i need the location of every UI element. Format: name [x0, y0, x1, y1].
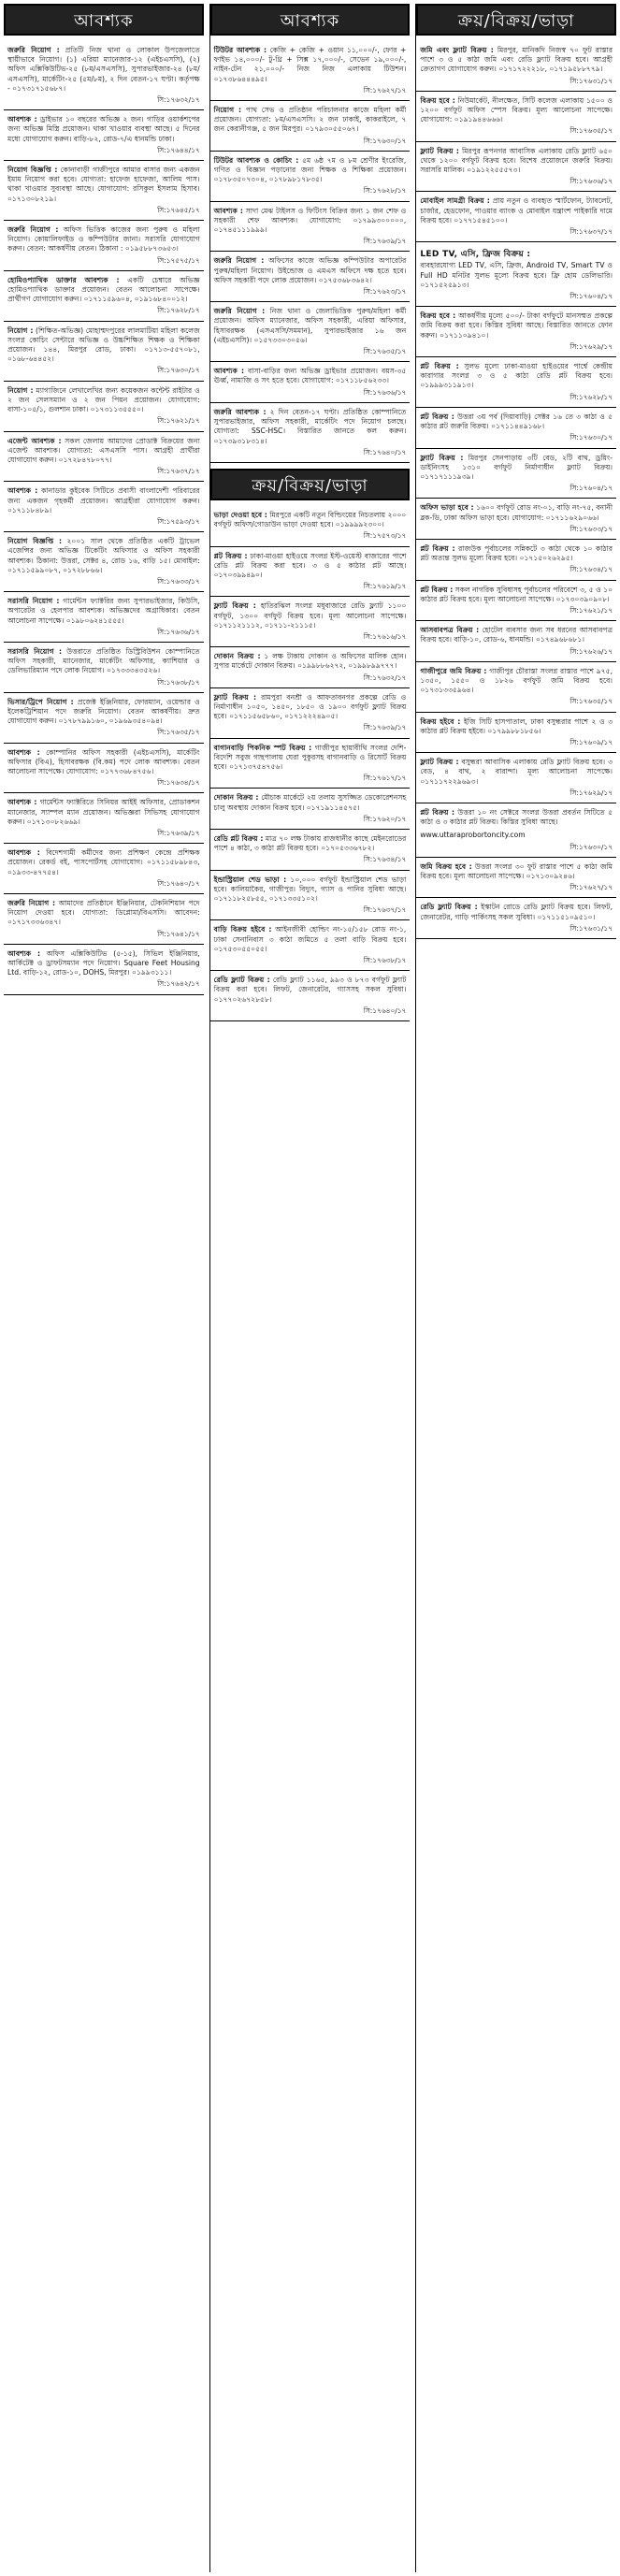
ad-heading: আবশ্যক :	[7, 747, 40, 757]
classified-ad	[416, 408, 616, 449]
classified-ad	[4, 110, 204, 161]
classified-ad	[210, 202, 411, 253]
ad-body: বসুন্ধরা আবাসিক এলাকায় রেডি ফ্ল্যাট বিক্রয় হবে। ৩ বেড, ৪ বাথ, ২ বারান্দা। মূল্য আলোচনা সাপেক্ষে। ০১৭১১৭২২৯৬৯৩।	[420, 758, 613, 786]
ad-heading: নিয়োগ :	[213, 106, 242, 115]
ad-body: অফিস ভিত্তিক কাজের জন্য পুরুষ ও মহিলা নিয়োগ। কোয়ালিফাইড ও কম্পিউটার জানা। সরাসরি যোগাযোগ করুন। বেতন: আকর্ষণীয় বেতন। ঠিকানা : ০১৯৫৮৮৭৩৬৫৩।	[7, 225, 200, 253]
ad-body: উত্তরা ১০ নং সেক্টরে সংলগ্ন উত্তরা প্রবর্তন সিটিতে ৫ কাঠা ও ৩ কাঠার প্লট বিক্রয়। কিস্তির সুবিধা আছে।	[420, 807, 613, 827]
ad-reference-code: সি:১৭৬১৬/১৭	[363, 631, 407, 641]
ad-reference-code: সি:১৭৬১৭/১৭	[363, 774, 407, 783]
ad-body: অফিস এক্সিকিউটিভ (৫-১৫), সিভিল ইঞ্জিনিয়ার, আর্কিটেক্ট ও ড্রাফটসম্যান পদে নিয়োগ। Square Feet Housing Ltd. বাড়ি-১২, রোড-১০, DOHS, মিরপুর। ০১৯৯৩১১১।	[7, 948, 200, 977]
classified-ad	[4, 382, 204, 432]
ad-reference-code: সি:১৭৬৩২/১৭	[363, 673, 407, 682]
ad-heading: ফ্ল্যাট বিক্রয় :	[213, 601, 256, 611]
classified-ad	[416, 499, 616, 540]
classified-ad	[4, 532, 204, 592]
ad-body: উত্তরা সংলগ্ন ৩০ ফুট রাস্তার পাশে ৫ কাঠা জমি বিক্রয় হবে। মূল্য আলোচনা সাপেক্ষে। ০১৭১৩০৯২৪৬।	[420, 861, 613, 880]
ad-reference-code: সি:১৭৬৩৬/১৭	[363, 387, 407, 397]
classified-ad	[210, 547, 411, 598]
ad-body: প্রজেক্ট ইঞ্জিনিয়ার, ফোরম্যান, ওয়েল্ডার ও ইলেকট্রিশিয়ান পদে জরুরি নিয়োগ। বেতন আকর্ষণীয়। দ্রুত যোগাযোগ করুন। ০১৭৮৭৯৯১৬০, ০১৯৬৯৩৫৪০৯৪।	[7, 697, 200, 726]
ad-reference-code: সি:১৭৬৩৭/১৭	[363, 905, 407, 915]
classified-ad	[210, 41, 411, 101]
ad-body: ৫ম ৬ষ্ঠ ৭ম ও ৮ম শ্রেণীর ইংরেজি, গণিত ও বিজ্ঞান পড়ানোর জন্য শিক্ষক ও শিক্ষিকা প্রয়োজন। ০১৭৮৩৫০৭৩০৪, ০১৭৮৯৮১৭৮৩৫।	[213, 155, 407, 184]
column-3	[415, 4, 616, 2572]
classified-ad	[210, 971, 411, 1021]
column-1	[4, 4, 204, 2572]
ad-heading: রেডি ফ্ল্যাট বিক্রয় :	[420, 903, 478, 912]
ad-reference-code: সি:১৭৬২৮/১৭	[363, 186, 407, 195]
ad-reference-code: সি:১৭৬৪৫/১৭	[157, 205, 200, 214]
ad-body: রামপুরা বনশ্রী ও আফতাবনগর প্রকল্পে রেডি ও নির্মাণাধীন ১০৫০, ১৪৫০, ১৮৫০ ও ১৯০০ বর্গফুট ফ্ল্যাট বিক্রয় হবে। ০১৭১১৫৬৫৮৬০, ০১৭১২২২৪৯০৫।	[213, 692, 407, 721]
ad-reference-code: সি:১৭৫৭৫/১৭	[157, 255, 200, 265]
ad-reference-code: সি:১৭৬০৯/১৭	[570, 737, 613, 746]
ad-body: ১৬০০ বর্গফুট রোড নং-০১, বাড়ি নং-৭৫, বনানী ব্লক-ডি, ঢাকা অফিস ভাড়া হবে। যোগাযোগ: ০১৭১১৬২৯০৬৬।	[420, 503, 613, 522]
ad-reference-code: সি:১৭৬৩১/১৭	[570, 923, 613, 933]
classified-ad	[210, 871, 411, 921]
classified-ad	[4, 432, 204, 483]
ad-body: সাদা মেঝ টাইলস ও ফিটিংস বিক্রির জন্য ১ জন শেফ ও সহকারী শেফ আবশ্যক। যোগাযোগ: ০১৭৯৯৩০০০০০, ০১৭৪৫১১১৯৯৯।	[213, 206, 407, 235]
ad-body: পাথ সেভ ও প্রতিষ্ঠান পরিচালনার কাজে মহিলা কর্মী প্রয়োজন। যোগ্যতা: ৮ম/এসএসসি। ২ জন ঢাকাই, কাকরাইলে, ৭ জন কেরানীগঞ্জ, ৫ জন মিরপুর। ০১৭৯৩০৫৫০৬৭।	[213, 106, 407, 134]
ad-reference-code: সি:১৭৬৩৬/১৭	[157, 627, 200, 636]
classified-ad	[210, 302, 411, 362]
classified-ad	[416, 92, 616, 142]
classified-ad	[210, 101, 411, 152]
ad-heading: জরুরি নিয়োগ :	[7, 46, 60, 54]
ad-heading: জরুরি নিয়োগ :	[213, 307, 266, 316]
ad-body: প্রতিটি নিজ থানা ও লোকাল উপজেলাতে স্থায়ীভাবে নিয়োগ। (১) এরিয়া ম্যানেজার-১২ (এইচএসসি), (২) অফিস এক্সিকিউটিভ-২৫ (৮ম/এসএসসি), সুপারভাইজার-২৪ (৮ম/এসএসসি), মার্কেটিং-২৫ (৫ম/৮ম), ২ দিন বেতন-১৭ ঘণ্টা। কর্তৃপক্ষ - ০১৭৩১৭১৫৬৮৭।	[7, 46, 200, 93]
ad-body: কানাডার কুইবেক সিটিতে প্রবাসী বাংলাদেশী পরিবারের জন্য একজন গৃহকর্মী প্রয়োজন। আগ্রহীরা যোগাযোগ করুন। ০১৭১১৮৪৮৯।	[7, 486, 200, 514]
ad-heading: আবশ্যক :	[213, 367, 245, 376]
ad-body: ইস্কাটন রোডে রেডি ফ্ল্যাট বিক্রয় হবে। লিফট, জেনারেটর, গাড়ি পার্কিংসহ সকল সুবিধা। ০১৭১১৫১০৯৫১০।	[420, 903, 613, 921]
ad-reference-code: সি:১৭৬২৯/১৭	[570, 341, 613, 351]
ad-special-heading: LED TV, এসি, ফ্রিজ বিক্রয় :	[420, 250, 531, 260]
ad-body: মিরপুর, মানিকদি নিজস্ব ৭০ ফুট রাস্তার পাশে ৩ ও ৫ কাঠা জমি এবং রেডি ফ্ল্যাট বিক্রয় হবে। আগ্রহী ক্রেতাগণ যোগাযোগ করুন। ০১৭১৭২২২১৮, ০১৭১৯৫৮৮৭৭৯।	[420, 46, 613, 74]
classified-ad	[416, 581, 616, 622]
ad-body: ২০০১ সাল থেকে প্রতিষ্ঠিত একটি ট্রাভেল এজেন্সির জন্য অভিজ্ঞ টিকেটিং অফিসার ও অফিস সহকারী আবশ্যক। ঠিকানা: উত্তরা, সেক্টর ৪, রোড ১৬, বাড়ি ১৫। মোবাইল: ০১৭১১৫৯৯০৮৭, ০১৭২৮৮৬৬।	[7, 537, 200, 574]
ad-reference-code: সি:১৭৬২৮/১৭	[570, 392, 613, 401]
ad-body: উত্তরাতে প্রতিষ্ঠিত ডিস্ট্রিবিউশন কোম্পানিতে অফিস সহকারী, ম্যানেজার, মার্কেটিং অফিসার, ক্যাশিয়ার ও ডেলিভারিম্যান পদে লোক নিয়োগ। ০১৭৩৩৩৪৩৫২৬।	[7, 646, 200, 675]
classified-ad	[416, 898, 616, 939]
classified-ad	[416, 803, 616, 858]
ads-list	[210, 41, 411, 463]
ad-body: সকল নাগরিক সুবিধাসহ পূর্বাচলের পরিবেশে ৩, ৫ ও ১০ কাঠার প্লট বিক্রয় হবে। মূল্য আলোচনা সাপেক্ষে। ০১৭৩০৩৯০৯০৮।	[420, 585, 613, 603]
ad-body: (শিক্ষিত-অভিজ্ঞ) মোহাম্মদপুরের লালমাটিয়া মহিলা কলেজ সংলগ্ন কোচিং সেন্টারে অভিজ্ঞ ও উচ্চশিক্ষিত শিক্ষক ও শিক্ষিকা প্রয়োজন। ১৪৪, মিরপুর রোড, ঢাকা। ০১৭১৩-৫৫৭০৮১, ০১৬৮-৬৪৪৫২।	[7, 326, 200, 364]
ad-reference-code: সি:১৭৬৩৯/১৭	[363, 237, 407, 246]
classified-ad	[210, 362, 411, 403]
ad-heading: ফ্ল্যাট বিক্রয় :	[420, 453, 464, 462]
classified-ad	[210, 597, 411, 647]
ad-reference-code: সি:১৭৬২৭/১৭	[570, 883, 613, 892]
ad-reference-code: সি:১৭৬৩৭/১৭	[570, 227, 613, 237]
ad-body: মিরপুর সেনপাড়ায় ৩টি বেড, ২টি বাথ, ড্রয়িং-ডাইনিংসহ ১৩১০ বর্গফুট নির্মাণাধীন ফ্ল্যাট বিক্রয়। ০১৭১৭১১১৯৩৯।	[420, 453, 613, 481]
ad-heading: মোবাইল সামগ্রী বিক্রয় :	[420, 196, 490, 206]
ad-body: কোনাবাড়ী গাজীপুরে আমার বাসার জন্য একজন ইমাম নিয়োগ করা হবে। যোগ্যতা: হাফেজ হাফেজা, আলিম পাস। থাকা খাওয়ার সুব্যবস্থা আছে। যোগাযোগ: রসিকুল ইসলাম হিসাব। ০১৭১৩০৮২১৯।	[7, 166, 200, 203]
ad-reference-code: সি:১৭৬২১/১৭	[570, 605, 613, 615]
classified-ad	[416, 449, 616, 499]
classified-ad	[416, 41, 616, 92]
ad-body: নিউমার্কেট, নীলক্ষেত, সিটি কলেজ এলাকায় ১৫০০ ও ১২০০ বর্গফুট অফিস স্পেস বিক্রয়। মূল্য আলোচনা সাপেক্ষে। যোগাযোগ: ০১৯১৯৪৪৬৬৬।	[420, 95, 613, 124]
ad-reference-code: সি:১৭৬৩৫/১৭	[570, 126, 613, 136]
ad-heading: জরুরি নিয়োগ :	[7, 225, 59, 235]
ad-heading: আবশ্যক :	[7, 115, 37, 124]
ad-heading: ভাড়া দেওয়া হবে :	[213, 510, 267, 519]
ad-body: ম্যাগাজিনে লেখালেখির জন্য কয়েকজন কন্টেন্ট রাইটার ও ২ জন সেলসম্যান ও ২ জন পিয়ন প্রয়োজন। যোগাযোগ: বাসা-১০৫/১, গুলশান ঢাকা। ০১৭৩১১৩৫৫৫০।	[7, 385, 200, 414]
ad-heading: দোকান বিক্রয় :	[213, 793, 259, 803]
ad-body: রাজউক পূর্বাচলের সন্নিকটে ৩ কাঠা থেকে ১০ কাঠার প্লট অত্যন্ত সুলভ মূল্যে বিক্রয় হবে। ০১৭১৫০২৬২৯৫।	[420, 543, 613, 563]
ad-heading: বিক্রয় হবে :	[420, 95, 455, 105]
section-header: আবশ্যক	[210, 4, 411, 36]
ad-reference-code: সি:১৭৬৪০/১৭	[363, 1006, 407, 1015]
ad-body: আমাদের প্রতিষ্ঠানে ইঞ্জিনিয়ার, টেকনিশিয়ান পদে নিয়োগ দেওয়া হবে। যোগ্যতা: ডিপ্লোমা/বিএসসি। আবেদন: ০১৭১৭৩৩৬৩৪৭।	[7, 899, 200, 927]
ad-heading: নিয়োগ :	[7, 385, 34, 395]
classified-ad	[4, 894, 204, 945]
ad-heading: জরুরি আবশ্যক :	[213, 407, 267, 416]
ad-body: ব্যবহারযোগ্য LED TV, এসি, ফ্রিজ, Android TV, Smart TV ও Full HD মনিটর সুলভ মূল্যে বিক্রয় হবে। ফ্রি হোম ডেলিভারি। ০১৭১৫২৫৯১৩।	[420, 261, 613, 289]
section-header-2: ক্রয়/বিক্রয়/ভাড়া	[210, 469, 411, 500]
ad-reference-code: সি:১৭৬২৯/১৭	[570, 788, 613, 797]
ad-heading: নিয়োগ বিজ্ঞপ্তি :	[7, 537, 62, 546]
ad-heading: ফ্ল্যাট বিক্রয় :	[420, 146, 459, 155]
ad-body: আইনজীবী হোল্ডিং নং-১৫/১৫৮ রোড নং-১, ঢাকা সেনানিবাস ৩ কাঠা জমিতে ৫ তলা বাড়ি বিক্রয় হবে। ০১৭৫৩০৫৫০৫৫।	[213, 925, 407, 953]
ad-body: আকর্ষণীয় মূল্যে ৫০০/- টাকা বর্গফুটে মানসম্মত প্রকল্পে জমি বিক্রয় করা হবে। কিস্তির সুবিধা আছে। বিস্তারিত জানতে ফোন করুন। ০১৭১১০৯৪১০।	[420, 311, 613, 340]
ad-heading: বাড়ি বিক্রয় হইবে :	[213, 925, 272, 934]
classified-ad	[416, 858, 616, 899]
ad-heading: প্লট বিক্রয় :	[420, 412, 454, 421]
ad-reference-code: সি:১৭৬৩৩/১৭	[570, 524, 613, 533]
ad-heading: জরুরি নিয়োগ :	[7, 899, 56, 908]
classified-ad	[210, 739, 411, 789]
classified-ad	[210, 506, 411, 547]
ad-heading: প্লট বিক্রয় :	[420, 543, 455, 553]
classified-ad	[416, 753, 616, 803]
ad-heading: প্লট বিক্রয় :	[420, 362, 459, 371]
ad-heading: নিয়োগ বিজ্ঞপ্তি :	[7, 166, 58, 175]
ad-body: গার্মেন্টস ফ্যাক্টরির জন্য সুপারভাইজার, কিউসি, অপারেটর ও হেলপার আবশ্যক। অভিজ্ঞদের অগ্রাধিকার। বেতন আলোচনা সাপেক্ষে। ০১৯৮০৬২৪১৫৫৫।	[7, 597, 200, 625]
ad-reference-code: সি:১৭৬৪১/১৭	[157, 929, 200, 938]
ad-reference-code: সি:১৭৬০৪/১৭	[570, 292, 613, 301]
ad-heading: ফ্ল্যাট বিক্রয় :	[213, 692, 257, 702]
classified-ad	[4, 643, 204, 693]
ad-body: হোটেল ব্যবসার জন্য সব ধরনের আসবাবপত্র বিক্রয় হবে। বাড়ি-১০, রোড-৬, ধানমন্ডি। ০১৭৪৯৬৮৬৮১।	[420, 626, 613, 644]
ad-heading: সরাসরি নিয়োগ :	[7, 646, 63, 656]
ad-heading: প্লট বিক্রয় :	[420, 807, 455, 817]
ad-heading: রেডি ফ্ল্যাট বিক্রয় :	[213, 976, 270, 985]
classified-ad	[210, 647, 411, 688]
ad-body: সুলভ মূল্যে ঢাকা-মাওয়া হাইওয়ের পার্শ্বে কেন্দ্রীয় কারাগার সংলগ্ন ৩ ও ৫ কাঠা রেডি প্লট বিক্রয় হবে। ০১৯৯৯৩১১৯১৩।	[420, 362, 613, 390]
ad-heading: ভিসার/ট্রিপে নিয়োগ :	[7, 697, 74, 706]
ad-heading: অফিস ভাড়া হবে :	[420, 503, 474, 513]
ad-reference-code: সি:১৭৬৩২/১৭	[157, 95, 200, 105]
ad-reference-code: সি:১৭৬৩৫/১৭	[157, 728, 200, 737]
ad-reference-code: সি:১৭৬৩০/১৭	[570, 842, 613, 851]
ad-reference-code: সি:১৭৬৩০/১৭	[157, 366, 200, 375]
ad-body: মৌচাক মার্কেটে ২য় তলায় সুসজ্জিত ডেকোরেশনসহ চালু অবস্থায় দোকান বিক্রয় হবে। ০১৭১৯১১৪৫৭৫।	[213, 793, 407, 812]
ad-body: বিদেশগামী কর্মীদের জন্য প্রশিক্ষণ কেন্দ্রে প্রশিক্ষক প্রয়োজন। রেকর্ড বই, পাসপোর্টসহ যোগাযোগ। ০১৭১১৫৮৯৮৪৩, ০১৯৩৩-৪৭৭৫৪।	[7, 848, 200, 876]
classified-ad	[416, 142, 616, 193]
classified-ad	[416, 540, 616, 581]
ad-reference-code: সি:১৭৬৪০/১৭	[363, 447, 407, 456]
ad-body: ১ লক্ষ টাকায় দোকান ও অফিসের মালিক হোন। সুপার মার্কেটে দোকান বিক্রয়। ০১৯৯৮৮৬২৭২, ০১৯৯৮৯৯৭৭৭।	[213, 652, 407, 671]
classified-ad	[210, 403, 411, 463]
classified-ad	[416, 662, 616, 713]
ad-body: কোম্পানির অফিস সহকারী (এইচএসসি), মার্কেটিং অফিসার (বিএ), হিসাবরক্ষক (বি.কম) পদে লোক আবশ্যক। বেতন আলোচনা সাপেক্ষে। যোগাযোগ: ০১৭৭৩৬৮৪৭৫৬।	[7, 747, 200, 775]
ad-body: সকল জেলায় আমাদের প্রোডাক্ট বিক্রয়ের জন্য এজেন্ট আবশ্যক। যোগ্যতা: এসএসসি পাস। আগ্রহী প্রার্থীরা যোগাযোগ করুন। ০১৭২৮৪৭৮০৭৭।	[7, 436, 200, 464]
ad-body: মিরপুরে একটি নতুন বিল্ডিংয়ের নিচতলায় ২০০০ বর্গফুট অফিস/গোডাউন ভাড়া দেওয়া হবে। ০১৯৯৯৯২৩০০।	[213, 510, 407, 529]
ad-reference-code: সি:১৭৬৩৫/১৭	[570, 697, 613, 706]
ad-heading: জরুরি নিয়োগ :	[213, 256, 265, 266]
ad-reference-code: সি:১৭৬২১/১৭	[157, 416, 200, 426]
ad-heading: বিক্রয় হইবে :	[420, 716, 461, 726]
ad-heading: হোমিওপ্যাথিক ডাক্তার আবশ্যক :	[7, 275, 120, 284]
ad-body: গাজীপুর ছায়াবীথি সংলগ্ন দেশি-বিদেশি সবুজ গাছপালায় ঘেরা পুকুরসহ বাগানবাড়ি ও রিসোর্ট বিক্রয় হবে। ০১৭১৩৭৫৪৭৫৬।	[213, 743, 407, 771]
classified-ad	[4, 482, 204, 532]
classified-ad	[4, 271, 204, 322]
ad-reference-code: সি:১৭৬৩৯/১৭	[363, 723, 407, 732]
classified-ad	[4, 221, 204, 271]
ad-body: মাত্র ৭০ লক্ষ টাকায় রাজধানীর কাছে মেইনরোডের পাশে ৪ কাঠা, ৩ কাঠা প্লট বিক্রয় হবে। ০১৭০৫৩৩৬৭৮২।	[213, 833, 407, 853]
ad-reference-code: সি:১৭৬৩৯/১৭	[157, 829, 200, 837]
ad-heading: টিউটর আবশ্যক ও কোচিং :	[213, 155, 299, 165]
ad-heading: টিউটর আবশ্যক :	[213, 46, 267, 54]
classified-ad	[416, 307, 616, 357]
ad-heading: জমি এবং ফ্ল্যাট বিক্রয় :	[420, 46, 494, 54]
ad-reference-code: সি:১৭৬৩৩/১৭	[157, 576, 200, 586]
ad-heading: আবশ্যক :	[7, 848, 40, 858]
ad-reference-code: সি:১৭৬১৯/১৭	[363, 582, 407, 591]
section-header: ক্রয়/বিক্রয়/ভাড়া	[416, 4, 616, 36]
ad-body: ইজি সিটি হাসপাতাল, ঢাকা বসুন্ধরার পাশে ২ ও ৩ কাঠার প্লট বিক্রয় হইবে। ০১৭৯৯৮৮১৮৫৬।	[420, 716, 613, 735]
section-header: আবশ্যক	[4, 4, 204, 36]
ad-reference-code: সি:১৭৬৩৪/১৭	[363, 855, 407, 864]
classified-ad	[210, 252, 411, 302]
ad-reference-code: সি:১৭৬৩৪/১৭	[157, 778, 200, 788]
ad-heading: আবশ্যক :	[7, 948, 41, 958]
ad-reference-code: সি:১৭৬৪২/১৭	[157, 979, 200, 989]
ad-heading: ইন্ডাস্ট্রিয়াল শেড ভাড়া :	[213, 875, 287, 884]
classified-ad	[210, 789, 411, 830]
classified-ad	[4, 322, 204, 382]
classified-ad	[416, 242, 616, 307]
ad-heading: প্লট বিক্রয় :	[420, 585, 454, 594]
ad-reference-code: সি:১৭৬২৭/১৭	[363, 85, 407, 94]
ad-heading: রেডি প্লট বিক্রয় :	[213, 833, 264, 843]
ad-heading: প্লট বিক্রয় :	[213, 551, 248, 560]
ad-reference-code: সি:১৭৬৩৫/১৭	[363, 347, 407, 356]
classified-ad	[4, 161, 204, 221]
ad-body: ঢাকা-মাওয়া হাইওয়ে সংলগ্ন ইস্ট-ওয়েস্ট বাজারের পাশে রেডি প্লট বিক্রয় করা হবে। ৩ ও ৫ কাঠার প্লট আছে। ০১৭০৩৯৯৪৯০।	[213, 551, 407, 579]
classified-ad	[4, 41, 204, 110]
ad-reference-code: সি:১৭৬৩৮/১৭	[157, 677, 200, 687]
ad-heading: ফ্ল্যাট বিক্রয় :	[420, 758, 459, 767]
ad-body: গার্মেন্টস ফ্যাক্টরিতে সিনিয়র আইই অফিসার, প্রোডাকশন ম্যানেজার, স্যাম্পল ম্যান প্রয়োজন। অভিজ্ঞরা সিভিসহ যোগাযোগ করুন। ০১৭১৩০৮২৬৬৯।	[7, 798, 200, 826]
ad-body: উত্তরা ৩য় পর্ব (দিয়াবাড়ি) সেক্টর ১৬ তে ৩ কাঠা ও ৫ কাঠার প্লট জরুরি বিক্রয়। ০১৭১১৪৪৯১৬৮।	[420, 412, 613, 431]
ad-reference-code: সি:১৭৬৩৭/১৭	[157, 467, 200, 476]
ad-heading: বাগানবাড়ি পিকনিক স্পট বিক্রয় :	[213, 743, 312, 752]
ad-reference-code: সি:১৭৬২৩/১৭	[363, 287, 407, 297]
ad-reference-code: সি:১৭৬২৮/১৭	[157, 306, 200, 315]
classified-ad	[210, 152, 411, 202]
ad-heading: গাজীপুরে জমি বিক্রয় :	[420, 666, 487, 675]
classified-ad	[416, 357, 616, 408]
column-2	[209, 4, 411, 2572]
ad-body: ১০,০০০ বর্গফুট ইন্ডাস্ট্রিয়াল শেড ভাড়া হবে। কালিয়াকৈর, গাজীপুর। বিদ্যুৎ, গ্যাস ও পানির সুবিধা আছে। ০১৭১১৮২৫৮৫৫, ০১৭১৩৩৫১০২।	[213, 875, 407, 903]
classified-ad	[416, 621, 616, 662]
ad-heading: বিক্রয় হবে :	[420, 311, 456, 321]
ad-body: কেজি + কেজি + ওয়ান ১১,০০০/-, ফোর + ফাইভ ১৪,০০০/- টু-থ্রি + সিক্স ১৭,০০০/-, সেভেন ১৯,০০০/-, নাইন-টেন ২১,০০০/- নিজ নিজ এলাকায় টিউশন। ০১৭৩৮৬৪৪৪৯৫।	[213, 46, 407, 83]
ad-reference-code: সি:১৭৬৪৪/১৭	[157, 145, 200, 154]
ads-list	[416, 41, 616, 939]
ad-heading: নিয়োগ :	[7, 326, 34, 335]
ad-heading: আসবাবপত্র বিক্রয় :	[420, 626, 480, 635]
classified-ad	[4, 693, 204, 744]
ad-reference-code: সি:১৭৫৭৩/১৭	[363, 531, 407, 541]
ad-heading: আবশ্যক :	[7, 486, 38, 496]
ad-heading: দোকান বিক্রয় :	[213, 652, 261, 661]
ad-reference-code: সি:১৭৬২০/১৭	[363, 814, 407, 823]
ad-body: বাসা-বাড়ির জন্য অভিজ্ঞ ড্রাইভার প্রয়োজন। বয়স-৩৫ ঊর্ধ্ব, নামাজি ও সৎ হতে হবে। যোগাযোগ: ০১৭১১৮৫৬২৩৩।	[213, 367, 407, 385]
ad-body: প্রায় নতুন ও ব্যবহৃত স্মার্টফোন, ট্যাবলেট, চার্জার, হেডফোন, পাওয়ার ব্যাংক ও মোবাইল যন্ত্রাংশ পাইকারি দামে বিক্রয় হবে। ০১৭৭১৫৪৫১০০।	[420, 196, 613, 224]
ad-reference-code: সি:১৭৬৪০/১৭	[157, 878, 200, 888]
classified-ad	[416, 192, 616, 242]
ad-body: একটি চেম্বারে অভিজ্ঞ হোমিওপ্যাথিক ডাক্তার প্রয়োজন। বেতন আলোচনা সাপেক্ষে। প্রার্থীগণ যোগাযোগ করুন। ০১৭১১৫৯৬০৪, ০১৯১৬৮৪০০১২।	[7, 275, 200, 304]
classified-ad	[4, 793, 204, 844]
ad-heading: আবশ্যক :	[7, 798, 37, 807]
classified-ad	[416, 713, 616, 754]
ad-reference-code: সি:১৭৬৩৪/১৭	[570, 565, 613, 574]
classified-ad	[4, 744, 204, 794]
ad-website-link[interactable]: www.uttaraprobortoncity.com	[420, 831, 526, 840]
ad-body: গাজীপুর চৌরাস্তা সংলগ্ন রাস্তার পাশে ৯৭৫, ১৩৫০, ১৫৫০ ও ১৮২৬ বর্গফুট জমি বিক্রয় হবে। ০১৭৩১৩৩৫৯৬৪।	[420, 666, 613, 695]
ad-heading: এজেন্ট আবশ্যক :	[7, 436, 62, 445]
ad-body: অফিসের কাজে অভিজ্ঞ কম্পিউটার অপারেটর পুরুষ/মহিলা নিয়োগ। উইন্ডোজ ও এমএস অফিসে দক্ষ হতে হবে। অফিস সহকারী পদে লোক প্রয়োজন। ০১৭৫৩৬৮৩৬৪২।	[213, 256, 407, 284]
ad-body: রেডি ফ্ল্যাট ১১৬৫, ৯৯৩ ও ৮৭৩ বর্গফুট ফ্ল্যাট বিক্রয় করা হবে। লিফট, জেনারেটর, গ্যাসসহ সকল সুবিধা। ০১৭৭০২৬৭২৮৫৮।	[213, 976, 407, 1004]
classified-ad	[210, 688, 411, 739]
classified-ad	[210, 830, 411, 871]
ad-reference-code: সি:১৭৬৩৮/১৭	[363, 956, 407, 965]
ad-reference-code: সি:১৭৫৯৩/১৭	[157, 516, 200, 526]
classified-ad	[4, 844, 204, 894]
ad-reference-code: সি:১৭৬০৪/১৭	[570, 484, 613, 493]
ad-heading: জমি বিক্রয় হবে :	[420, 861, 472, 871]
ads-list	[4, 41, 204, 995]
ad-reference-code: সি:১৭৬৩০/১৭	[570, 433, 613, 442]
classified-ad	[4, 945, 204, 995]
ad-body: ড্রাইভার ১০ বছরের অভিজ্ঞ ২ জন। গাড়ির ওয়ার্কশপের জন্য অভিজ্ঞ মিস্ত্রি প্রয়োজন। থাকা খাওয়ার ব্যবস্থা আছে। ৫ দিনের মধ্যে যোগাযোগ করুন। বাড়ি-৮২, রোড-৭/এ ধানমন্ডি ঢাকা।	[7, 115, 200, 143]
ad-body: মিরপুর রূপনগর আবাসিক এলাকায় রেডি ফ্ল্যাট ৬৫০ থেকে ১২০০ বর্গফুট বিক্রয় হবে। বিশেষ প্রয়োজনে জরুরি বিক্রয়। সরাসরি মালিক। ০১৯১২২৫৫৫৭৩।	[420, 146, 613, 175]
classified-ad	[4, 592, 204, 643]
ad-heading: আবশ্যক :	[213, 206, 243, 215]
ad-heading: সরাসরি নিয়োগ :	[7, 597, 60, 606]
ad-body: হাতিরঝিল সংলগ্ন মধুবাজারে রেডি ফ্ল্যাট ১১০০ বর্গফুট, ১৩০০ বর্গফুট বিক্রয় হবে। মূল্য আলোচনা সাপেক্ষে। ০১৭১১২১১১২, ০১৭১১-২১১১৫।	[213, 601, 407, 630]
ad-reference-code: সি:১৭৬৩১/১৭	[570, 76, 613, 85]
ad-body: ২ দিন বেতন-১৭ ঘণ্টা। প্রতিষ্ঠিত কোম্পানিতে সুপারভাইজার, অফিস সহকারী, মার্কেটিং পদে নিয়োগ চলছে। যোগ্যতা: SSC-HSC। বিস্তারিত জানতে কল করুন। ০১৭৩৯৩১৮৩১৪।	[213, 407, 407, 445]
ad-reference-code: সি:১৭৬৩৬/১৭	[570, 177, 613, 186]
ad-body: নিজ থানা ও জেলাভিত্তিক পুরুষ/মহিলা কর্মী প্রয়োজন। অফিস ম্যানেজার, অফিস সহকারী, এরিয়া অফিসার, হিসাবরক্ষক (এসএসসি/সমমান), সুপারভাইজার ১৬ জন (এইচএসসি)। ০১৫৭৩৩০৩০৫৬।	[213, 307, 407, 344]
ad-reference-code: সি:১৭৬২৬/১৭	[570, 646, 613, 656]
classified-ad	[210, 920, 411, 971]
ad-reference-code: সি:১৭৬৩০/১৭	[363, 136, 407, 145]
ads-list	[210, 506, 411, 1021]
